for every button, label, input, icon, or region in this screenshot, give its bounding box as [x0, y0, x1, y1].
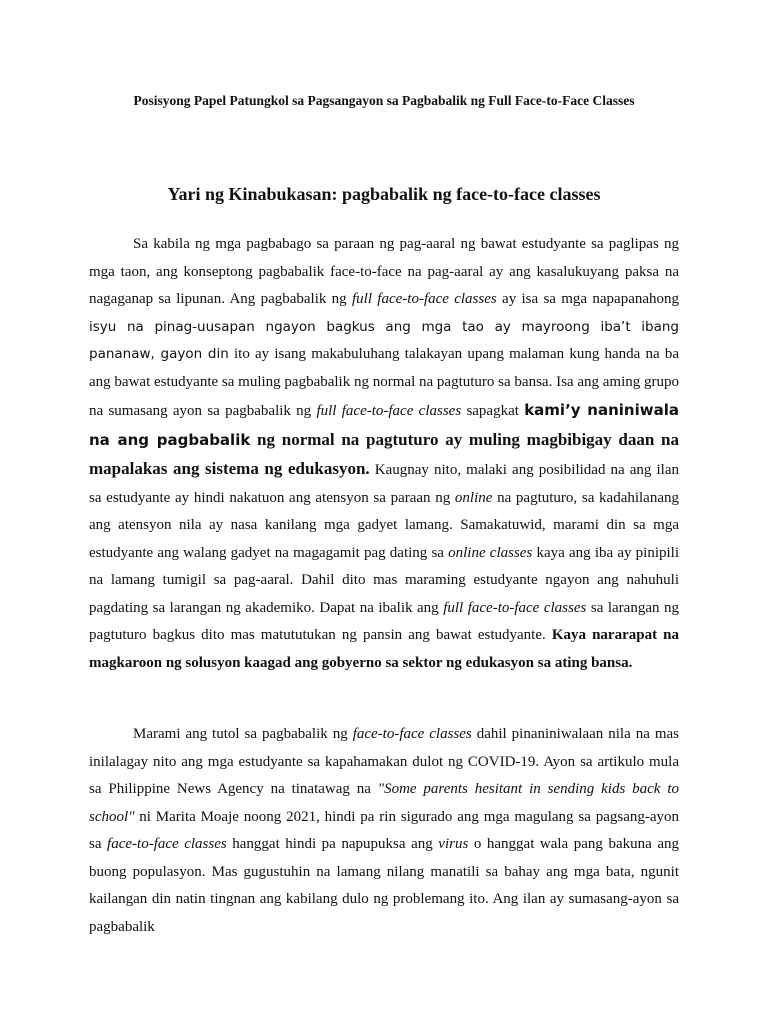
text-run: kaya ang iba ay pinipili na lamang tumigil sa pag-aaral. Dahil dito mas maraming estudyante ngayon ang nahuhuli pagdating sa larangan ng akademiko. Dapat na ibalik ang [89, 544, 679, 616]
text-run: ay isa sa mga napapanahong [496, 291, 680, 307]
text-run: ito ay isang makabuluhang talakayan upang malaman kung handa na ba ang bawat estudyante sa muling pagbabalik ng normal na pagtuturo sa bansa. Isa ang aming grupo na sumasang ayon sa pagbabalik ng [89, 346, 679, 419]
emphasis-run: ng normal na pagtuturo ay muling magbibigay daan na mapalakas ang sistema ng edukasyon. [89, 429, 680, 478]
text-run: sapagkat [461, 403, 525, 419]
article-title: "Some parents hesitant in sending kids back to school" [89, 781, 679, 825]
text-run: ni Marita Moaje noong 2021, hindi pa rin sigurado ang mga magulang sa pagsang-ayon sa [89, 808, 679, 852]
text-run: hanggat hindi pa napupuksa ang [226, 836, 439, 852]
italic-run: virus [438, 836, 469, 852]
text-run: na pagtuturo, sa kadahilanang ang atensyon nila ay nasa kanilang mga gadyet lamang. Samakatuwid, marami din sa mga estudyante ang walang gadyet na magagamit pag dating sa [89, 489, 679, 561]
italic-run: online [454, 489, 493, 506]
text-run: Marami ang tutol sa pagbabalik ng [133, 726, 353, 742]
text-run: sa larangan ng pagtuturo bagkus dito mas matututukan ng pansin ang bawat estudyante. [89, 599, 679, 643]
text-run: Sa kabila ng mga pagbabago sa paraan ng pag-aaral ng bawat estudyante sa paglipas ng mga taon, ang konseptong pagbabalik face-to-face na pag-aaral ay ang kasalukuyang paksa na nagaganap sa lipunan. Ang pagbabalik ng [89, 236, 679, 307]
italic-run: full face-to-face classes [316, 403, 462, 419]
text-run: o hanggat wala pang bakuna ang buong populasyon. Mas gugustuhin na lamang nilang manatili sa bahay ang mga bata, ngunit kailangan din natin tingnan ang kabilang dulo ng problemang ito. Ang ilan ay sumasang-ayon sa pagbabalik [89, 836, 679, 935]
body-paragraph-2 [89, 721, 679, 941]
section-heading: Yari ng Kinabukasan: pagbabalik ng face-to-face classes [167, 184, 601, 204]
italic-run: face-to-face classes [352, 726, 472, 742]
text-run: dahil pinaniniwalaan nila na mas inilalagay nito ang mga estudyante sa kapahamakan dulot ng COVID-19. Ayon sa artikulo mula sa Philippine News Agency na tinatawag na [89, 726, 679, 797]
italic-run: full face-to-face classes [443, 599, 587, 616]
text-run-sans: isyu na pinag-uusapan ngayon bagkus ang mga tao ay mayroong iba’t ibang pananaw, gayon din [89, 318, 679, 362]
italic-run: full face-to-face classes [352, 291, 497, 307]
italic-run: online classes [448, 544, 533, 561]
document-title: Posisyong Papel Patungkol sa Pagsangayon sa Pagbabalik ng Full Face-to-Face Classes [133, 93, 635, 108]
emphasis-run-sans: kami’y naniniwala na ang pagbabalik [89, 401, 679, 449]
italic-run: face-to-face classes [107, 836, 227, 852]
body-paragraph-1 [89, 231, 679, 677]
bold-conclusion: Kaya nararapat na magkaroon ng solusyon kaagad ang gobyerno sa sektor ng edukasyon sa ating bansa. [89, 627, 679, 671]
text-run: Kaugnay nito, malaki ang posibilidad na ang ilan sa estudyante ay hindi nakatuon ang atensyon sa paraan ng [89, 462, 679, 506]
